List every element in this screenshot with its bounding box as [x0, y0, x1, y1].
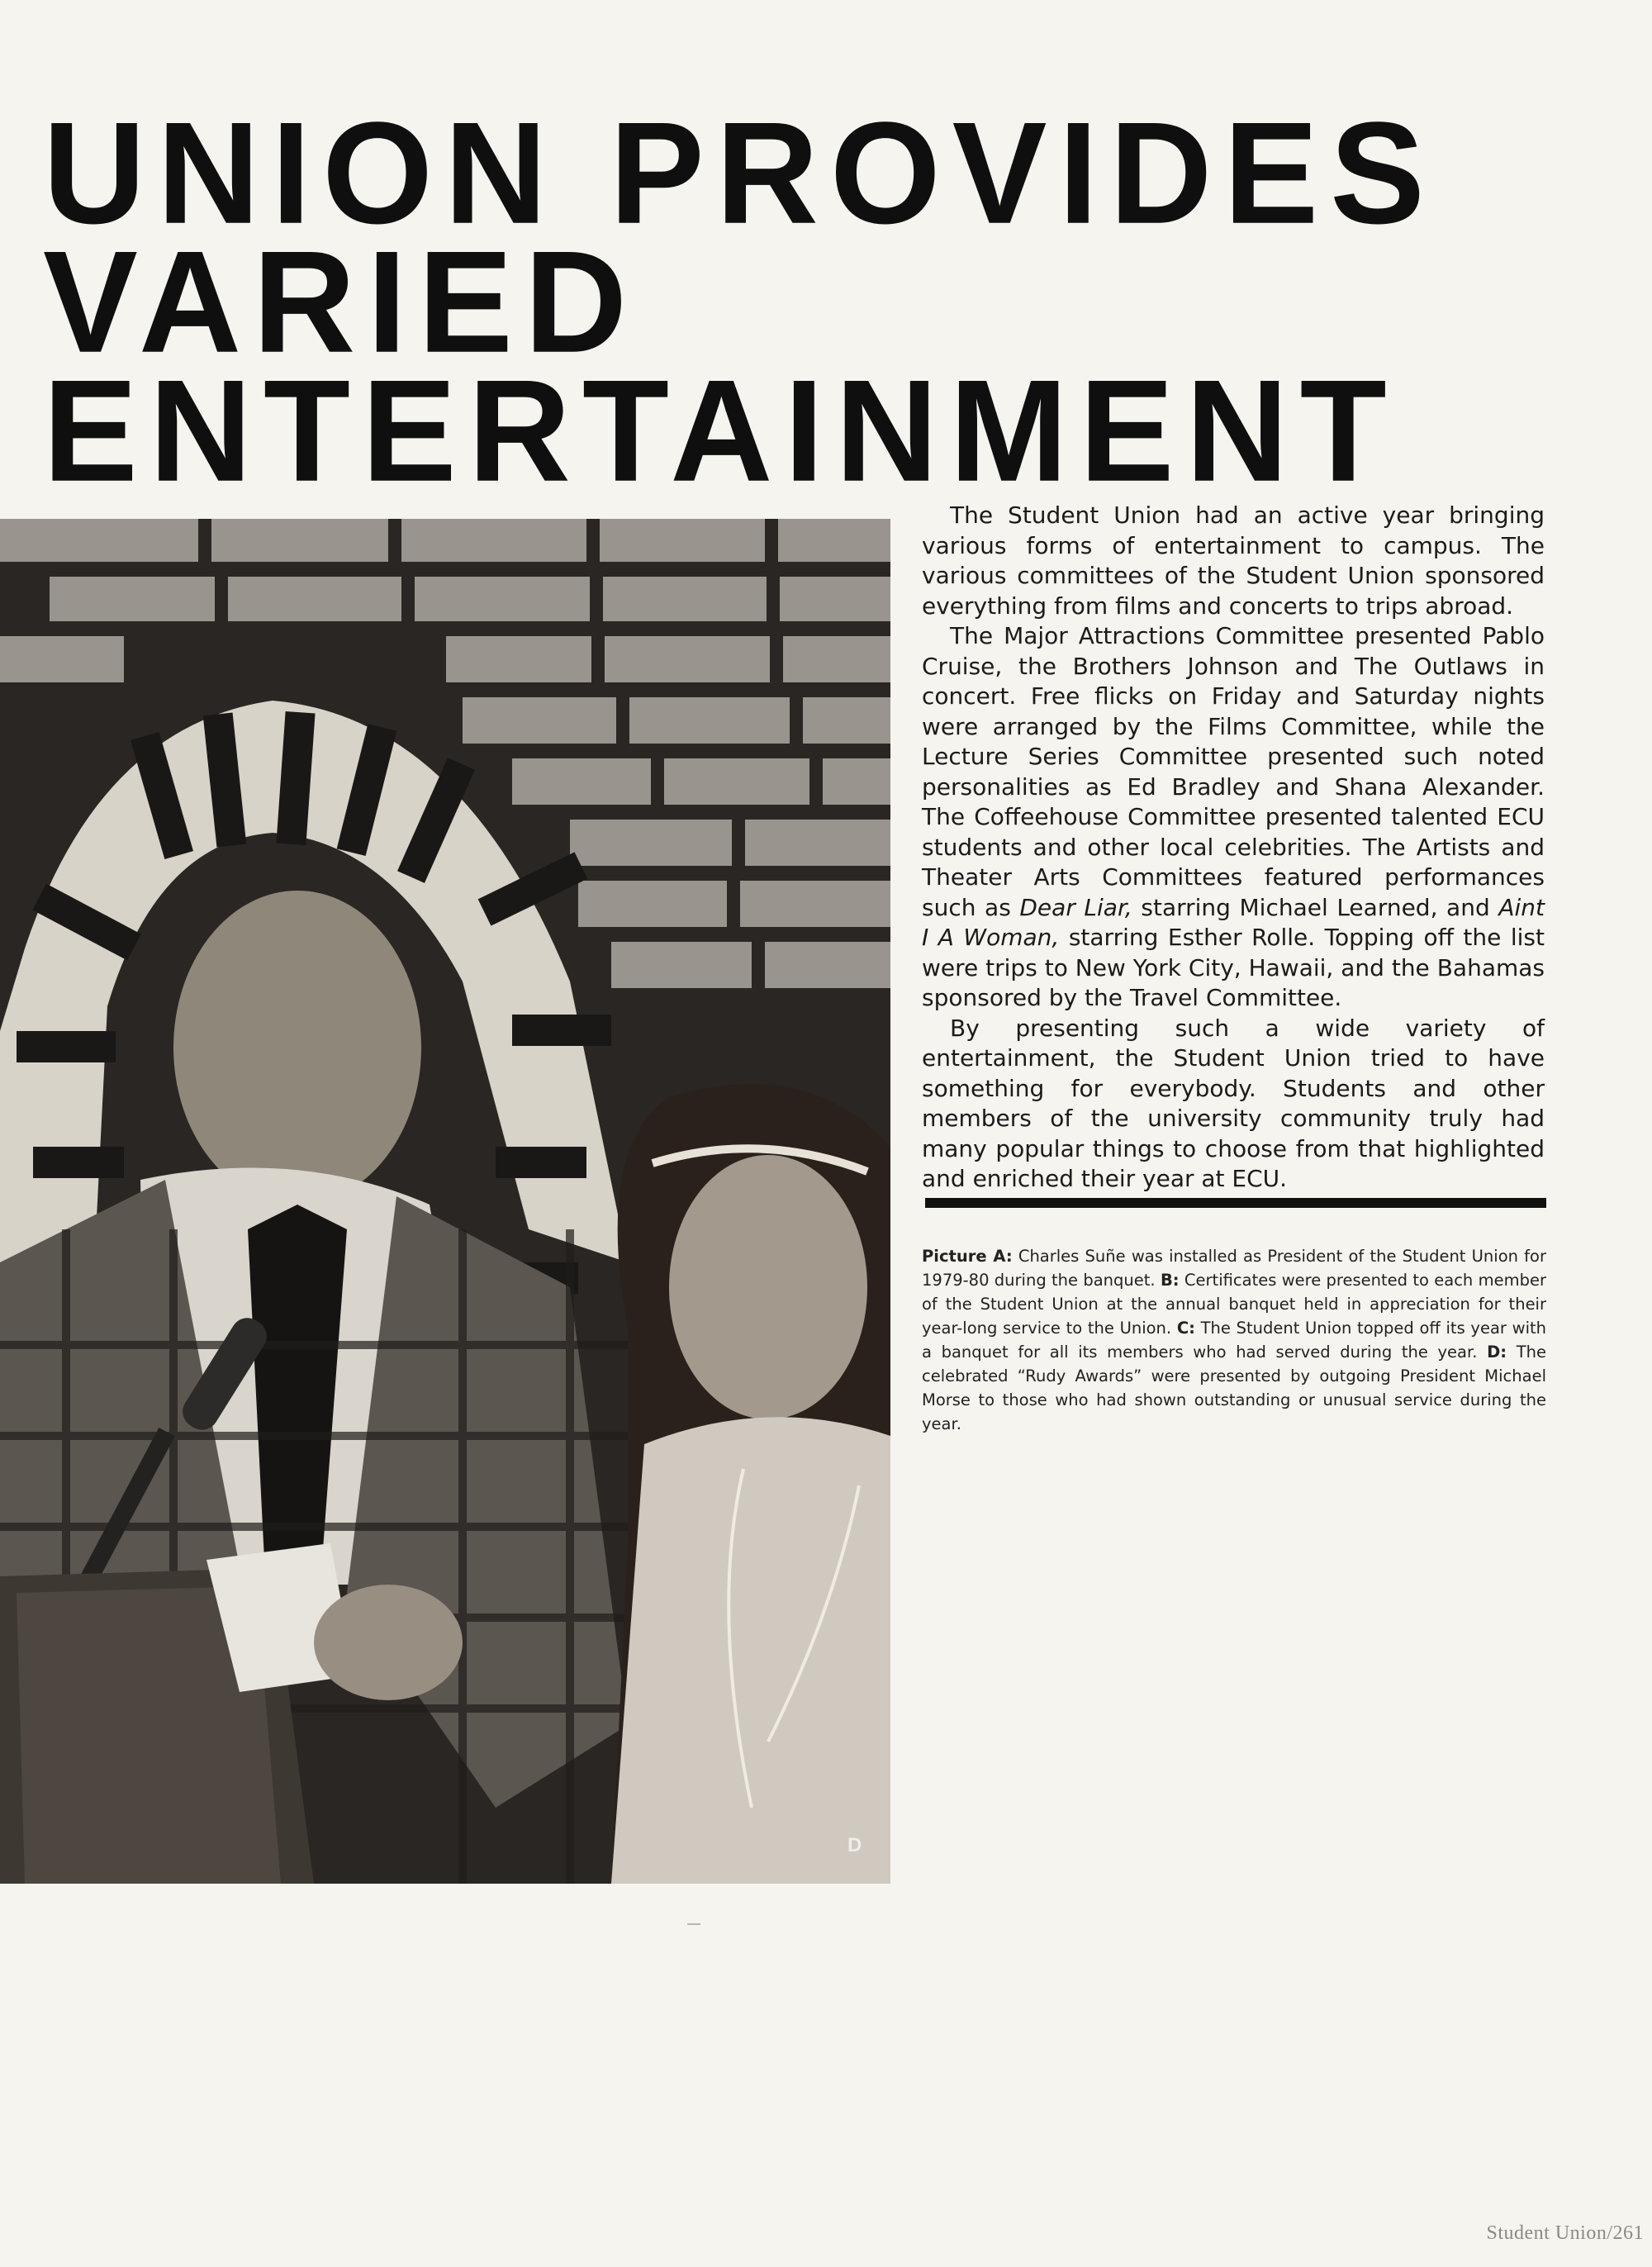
caption-text-c: The Student Union topped off its year with a banquet for all its members who had served during the year. [922, 1319, 1546, 1362]
photo-d [0, 519, 890, 1884]
print-mark [687, 1923, 700, 1925]
article-body [922, 501, 1545, 1195]
headline [43, 92, 1436, 512]
caption-label-c: C: [1176, 1319, 1195, 1338]
headline-line-1: UNION PROVIDES [43, 92, 1436, 254]
headline-line-2: VARIED [43, 221, 639, 383]
caption-label-d: D: [1487, 1343, 1507, 1362]
article-paragraph-1: The Student Union had an active year bringing various forms of entertainment to campus. The various committees of the Student Union sponsored everything from films and concerts to trips abroad. [922, 501, 1545, 620]
picture-caption [922, 1244, 1546, 1436]
title-aint-i-a-woman: Aint I A Woman, [922, 893, 1545, 951]
caption-text-a: Charles Suñe was installed as President of the Student Union for 1979-80 during the banquet. [922, 1247, 1546, 1290]
caption-label-a: Picture A: [922, 1247, 1013, 1266]
section-divider [925, 1198, 1546, 1208]
photo-d-illustration [0, 519, 890, 1884]
title-dear-liar: Dear Liar, [1019, 893, 1132, 921]
page-folio: Student Union/261 [1486, 2222, 1644, 2244]
article-paragraph-2-part-3: starring Esther Rolle. Topping off the list were trips to New York City, Hawaii, and the Bahamas sponsored by the Travel Committee. [922, 924, 1545, 1011]
caption-text-d: The celebrated “Rudy Awards” were presented by outgoing President Michael Morse to those who had shown outstanding or unusual service during the year. [922, 1343, 1547, 1433]
article-paragraph-3: By presenting such a wide variety of entertainment, the Student Union tried to have something for everybody. Students and other members of the university community truly had many popular things to choose from that highlighted and enriched their year at ECU. [922, 1014, 1545, 1192]
article-paragraph-2 [922, 621, 1545, 1014]
caption-text-b: Certificates were presented to each member of the Student Union at the annual banquet held in appreciation for their year-long service to the Union. [922, 1271, 1546, 1338]
caption-label-b: B: [1160, 1271, 1180, 1290]
article-paragraph-2-part-1: The Major Attractions Committee presented Pablo Cruise, the Brothers Johnson and The Outlaws in concert. Free flicks on Friday and Saturday nights were arranged by the Films Committee, while the Lecture Series Committee presented such noted personalities as Ed Bradley and Shana Alexander. The Coffeehouse Committee presented talented ECU students and other local celebrities. The Artists and Theater Arts Committees featured performances such as [922, 622, 1545, 921]
headline-line-3: ENTERTAINMENT [43, 349, 1398, 512]
photo-letter-d: D [847, 1834, 862, 1856]
article-paragraph-2-part-2: starring Michael Learned, and [1132, 893, 1499, 921]
